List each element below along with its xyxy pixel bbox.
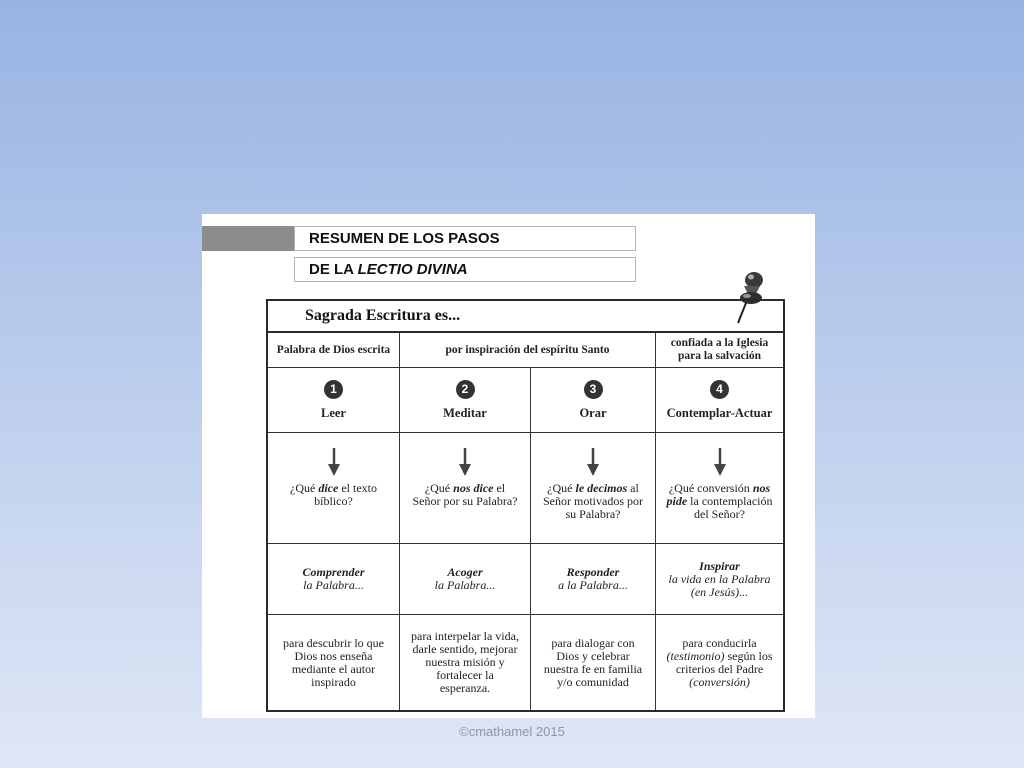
verb-3-sub: a la Palabra... [558, 578, 628, 592]
purpose-4-line-1: para conducirla [682, 635, 757, 650]
step-4-label: Contemplar-Actuar [666, 406, 773, 420]
q4-line-3: del Señor? [694, 507, 745, 521]
lectio-divina-card [202, 214, 815, 718]
purpose-4-line-2 [667, 650, 773, 663]
question-2-text [413, 482, 518, 508]
number-3-circle-icon: 3 [584, 380, 603, 399]
purpose-2-line-4: fortalecer la [436, 668, 494, 682]
purpose-2-cell [400, 615, 531, 710]
intro-church-line-2: para la salvación [677, 350, 762, 362]
q1-part-a: ¿Qué [290, 481, 319, 495]
question-1-cell [268, 433, 400, 544]
purpose-2-line-3: nuestra misión y [425, 655, 505, 669]
intro-cell-church [656, 333, 783, 368]
verb-4-cell [656, 544, 783, 615]
step-2-cell [400, 368, 531, 433]
step-3-cell [531, 368, 656, 433]
number-1-circle-icon: 1 [324, 380, 343, 399]
verb-3: Responder [566, 565, 620, 579]
q1-emphasis: dice [318, 481, 339, 495]
verb-4-sub-1: la vida en la Palabra [668, 571, 771, 586]
verb-2-sub: la Palabra... [434, 578, 496, 592]
verb-1: Comprender [302, 565, 365, 579]
verb-4-sub-2: (en Jesús)... [690, 584, 749, 599]
question-2-cell [400, 433, 531, 544]
intro-church-line-1: confiada a la Iglesia [670, 337, 769, 349]
title-line-2-prefix: DE LA [309, 261, 358, 278]
q2-line-2: Señor por su Palabra? [412, 494, 518, 508]
step-1-cell [268, 368, 400, 433]
title-line-2-italic: LECTIO DIVINA [357, 261, 468, 278]
title-line-1: RESUMEN DE LOS PASOS [294, 226, 636, 251]
verb-1-sub: la Palabra... [303, 578, 364, 592]
verb-3-cell [531, 544, 656, 615]
purpose-3-cell [531, 615, 656, 710]
verb-1-cell [268, 544, 400, 615]
question-4-text [667, 482, 773, 521]
q3-line-2: Señor motivados por [543, 494, 643, 508]
down-arrow-icon [458, 448, 472, 476]
purpose-2-line-2: darle sentido, mejorar [412, 642, 518, 656]
question-3-text [543, 482, 643, 521]
purpose-4-line-3: criterios del Padre [675, 661, 764, 676]
q1-line-2: bíblico? [314, 494, 353, 508]
down-arrow-icon [713, 448, 727, 476]
title-accent-bar [202, 226, 294, 251]
question-4-cell [656, 433, 783, 544]
q2-emphasis: nos dice [453, 481, 494, 495]
purpose-4-italic-2: (conversión) [689, 674, 750, 689]
step-1-label: Leer [321, 406, 346, 420]
purpose-1-line-2: Dios nos enseña [294, 648, 373, 663]
q4-emphasis-2: pide [666, 494, 688, 508]
q4-part-a: ¿Qué conversión [668, 481, 753, 495]
number-2-circle-icon: 2 [456, 380, 475, 399]
purpose-4-cell [656, 615, 783, 710]
q2-part-a: ¿Qué [424, 481, 454, 495]
purpose-3-line-1: para dialogar con [551, 635, 635, 650]
intro-cell-inspiration: por inspiración del espíritu Santo [400, 333, 656, 368]
number-4-circle-icon: 4 [710, 380, 729, 399]
q1-part-b: el texto [338, 481, 377, 495]
purpose-1-line-1: para descubrir lo que [283, 635, 384, 650]
purpose-3-line-4: y/o comunidad [557, 674, 629, 689]
step-4-cell [656, 368, 783, 433]
steps-table [266, 299, 785, 712]
q4-emphasis-1: nos [752, 481, 771, 495]
step-3-label: Orar [579, 406, 607, 420]
q3-part-b: al [627, 481, 639, 495]
purpose-3-line-2: Dios y celebrar [556, 648, 630, 663]
purpose-1-cell [268, 615, 400, 710]
copyright-footer: ©cmathamel 2015 [459, 724, 565, 739]
q3-part-a: ¿Qué [547, 481, 576, 495]
purpose-3-line-3: nuestra fe en familia [543, 661, 643, 676]
down-arrow-icon [327, 448, 341, 476]
title-line-2 [294, 257, 636, 282]
q4-part-b: la contemplación [687, 494, 773, 508]
q2-part-b: el [493, 481, 506, 495]
q3-emphasis: le decimos [575, 481, 628, 495]
question-1-text [290, 482, 377, 508]
verb-2-cell [400, 544, 531, 615]
table-header: Sagrada Escritura es... [268, 301, 783, 333]
purpose-4-line-2-rest: según los [724, 648, 773, 663]
purpose-4-italic-1: (testimonio) [666, 648, 725, 663]
q3-line-3: su Palabra? [565, 507, 621, 521]
intro-cell-scripture: Palabra de Dios escrita [268, 333, 400, 368]
question-3-cell [531, 433, 656, 544]
down-arrow-icon [586, 448, 600, 476]
step-2-label: Meditar [443, 406, 487, 420]
purpose-1-line-3: mediante el autor [291, 661, 376, 676]
verb-2: Acoger [447, 565, 483, 579]
purpose-2-line-1: para interpelar la vida, [411, 629, 519, 643]
verb-4: Inspirar [699, 558, 740, 573]
purpose-1-line-4: inspirado [311, 674, 356, 689]
purpose-2-line-5: esperanza. [439, 681, 491, 695]
